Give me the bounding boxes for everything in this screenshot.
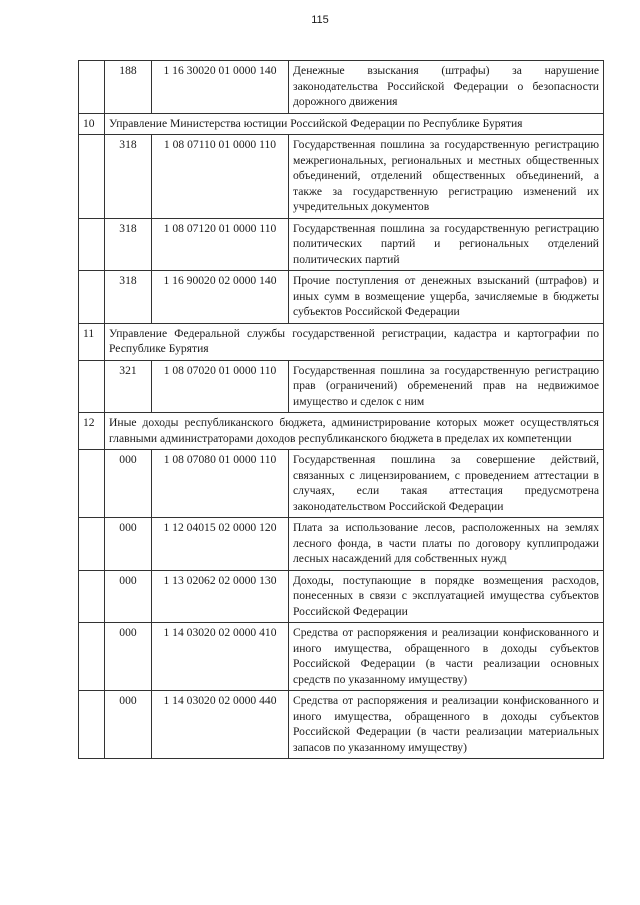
administrator-code: 000 (105, 691, 152, 759)
budget-classification-code: 1 16 30020 01 0000 140 (152, 61, 289, 114)
empty-number-cell (79, 135, 105, 219)
income-description: Средства от распоряжения и реализации конфискованного и иного имущества, обращенного в доходы субъектов Российской Федерации (в части реализации материальных запасов по указанному имуществу) (289, 691, 604, 759)
table-group-row (79, 413, 604, 450)
group-name: Управление Федеральной службы государственной регистрации, кадастра и картографии по Республике Бурятия (105, 323, 604, 360)
group-number: 10 (79, 113, 105, 135)
empty-number-cell (79, 360, 105, 413)
table-row (79, 135, 604, 219)
table-row (79, 691, 604, 759)
income-description: Денежные взыскания (штрафы) за нарушение законодательства Российской Федерации о безопасности дорожного движения (289, 61, 604, 114)
budget-classification-code: 1 14 03020 02 0000 410 (152, 623, 289, 691)
budget-classification-code: 1 13 02062 02 0000 130 (152, 570, 289, 623)
table-row (79, 218, 604, 271)
budget-classification-code: 1 08 07020 01 0000 110 (152, 360, 289, 413)
budget-classification-code: 1 14 03020 02 0000 440 (152, 691, 289, 759)
income-description: Плата за использование лесов, расположенных на землях лесного фонда, в части платы по договору куплипродажи лесных насаждений для собственных нужд (289, 518, 604, 571)
page-number: 115 (311, 14, 329, 26)
administrator-code: 318 (105, 135, 152, 219)
administrator-code: 188 (105, 61, 152, 114)
budget-classification-code: 1 08 07080 01 0000 110 (152, 450, 289, 518)
empty-number-cell (79, 570, 105, 623)
empty-number-cell (79, 61, 105, 114)
income-description: Государственная пошлина за государственную регистрацию межрегиональных, региональных и местных общественных объединений, отделений общественных объединений, а также за государственную регистрацию изменений их учредительных документов (289, 135, 604, 219)
budget-classification-code: 1 16 90020 02 0000 140 (152, 271, 289, 324)
income-description: Государственная пошлина за государственную регистрацию прав (ограничений) обременений прав на недвижимое имущество и сделок с ним (289, 360, 604, 413)
administrator-code: 000 (105, 623, 152, 691)
empty-number-cell (79, 218, 105, 271)
table-row (79, 360, 604, 413)
income-description: Средства от распоряжения и реализации конфискованного и иного имущества, обращенного в доходы субъектов Российской Федерации (в части реализации основных средств по указанному имуществу) (289, 623, 604, 691)
empty-number-cell (79, 450, 105, 518)
administrator-code: 000 (105, 518, 152, 571)
empty-number-cell (79, 518, 105, 571)
income-description: Государственная пошлина за совершение действий, связанных с лицензированием, с проведением аттестации в случаях, если такая аттестация предусмотрена законодательством Российской Федерации (289, 450, 604, 518)
table-row (79, 518, 604, 571)
group-number: 11 (79, 323, 105, 360)
table-row (79, 570, 604, 623)
administrator-code: 318 (105, 271, 152, 324)
group-number: 12 (79, 413, 105, 450)
budget-classification-code: 1 12 04015 02 0000 120 (152, 518, 289, 571)
administrator-code: 318 (105, 218, 152, 271)
table-row (79, 271, 604, 324)
table-row (79, 623, 604, 691)
empty-number-cell (79, 623, 105, 691)
income-table (78, 60, 604, 759)
group-name: Иные доходы республиканского бюджета, администрирование которых может осуществляться главными администраторами доходов республиканского бюджета в пределах их компетенции (105, 413, 604, 450)
income-description: Государственная пошлина за государственную регистрацию политических партий и региональных отделений политических партий (289, 218, 604, 271)
administrator-code: 000 (105, 570, 152, 623)
table-group-row (79, 113, 604, 135)
budget-classification-code: 1 08 07110 01 0000 110 (152, 135, 289, 219)
table-row (79, 450, 604, 518)
empty-number-cell (79, 691, 105, 759)
table-row (79, 61, 604, 114)
group-name: Управление Министерства юстиции Российской Федерации по Республике Бурятия (105, 113, 604, 135)
empty-number-cell (79, 271, 105, 324)
income-description: Прочие поступления от денежных взысканий (штрафов) и иных сумм в возмещение ущерба, зачисляемые в бюджеты субъектов Российской Федерации (289, 271, 604, 324)
budget-classification-code: 1 08 07120 01 0000 110 (152, 218, 289, 271)
administrator-code: 321 (105, 360, 152, 413)
income-description: Доходы, поступающие в порядке возмещения расходов, понесенных в связи с эксплуатацией имущества субъектов Российской Федерации (289, 570, 604, 623)
administrator-code: 000 (105, 450, 152, 518)
table-group-row (79, 323, 604, 360)
